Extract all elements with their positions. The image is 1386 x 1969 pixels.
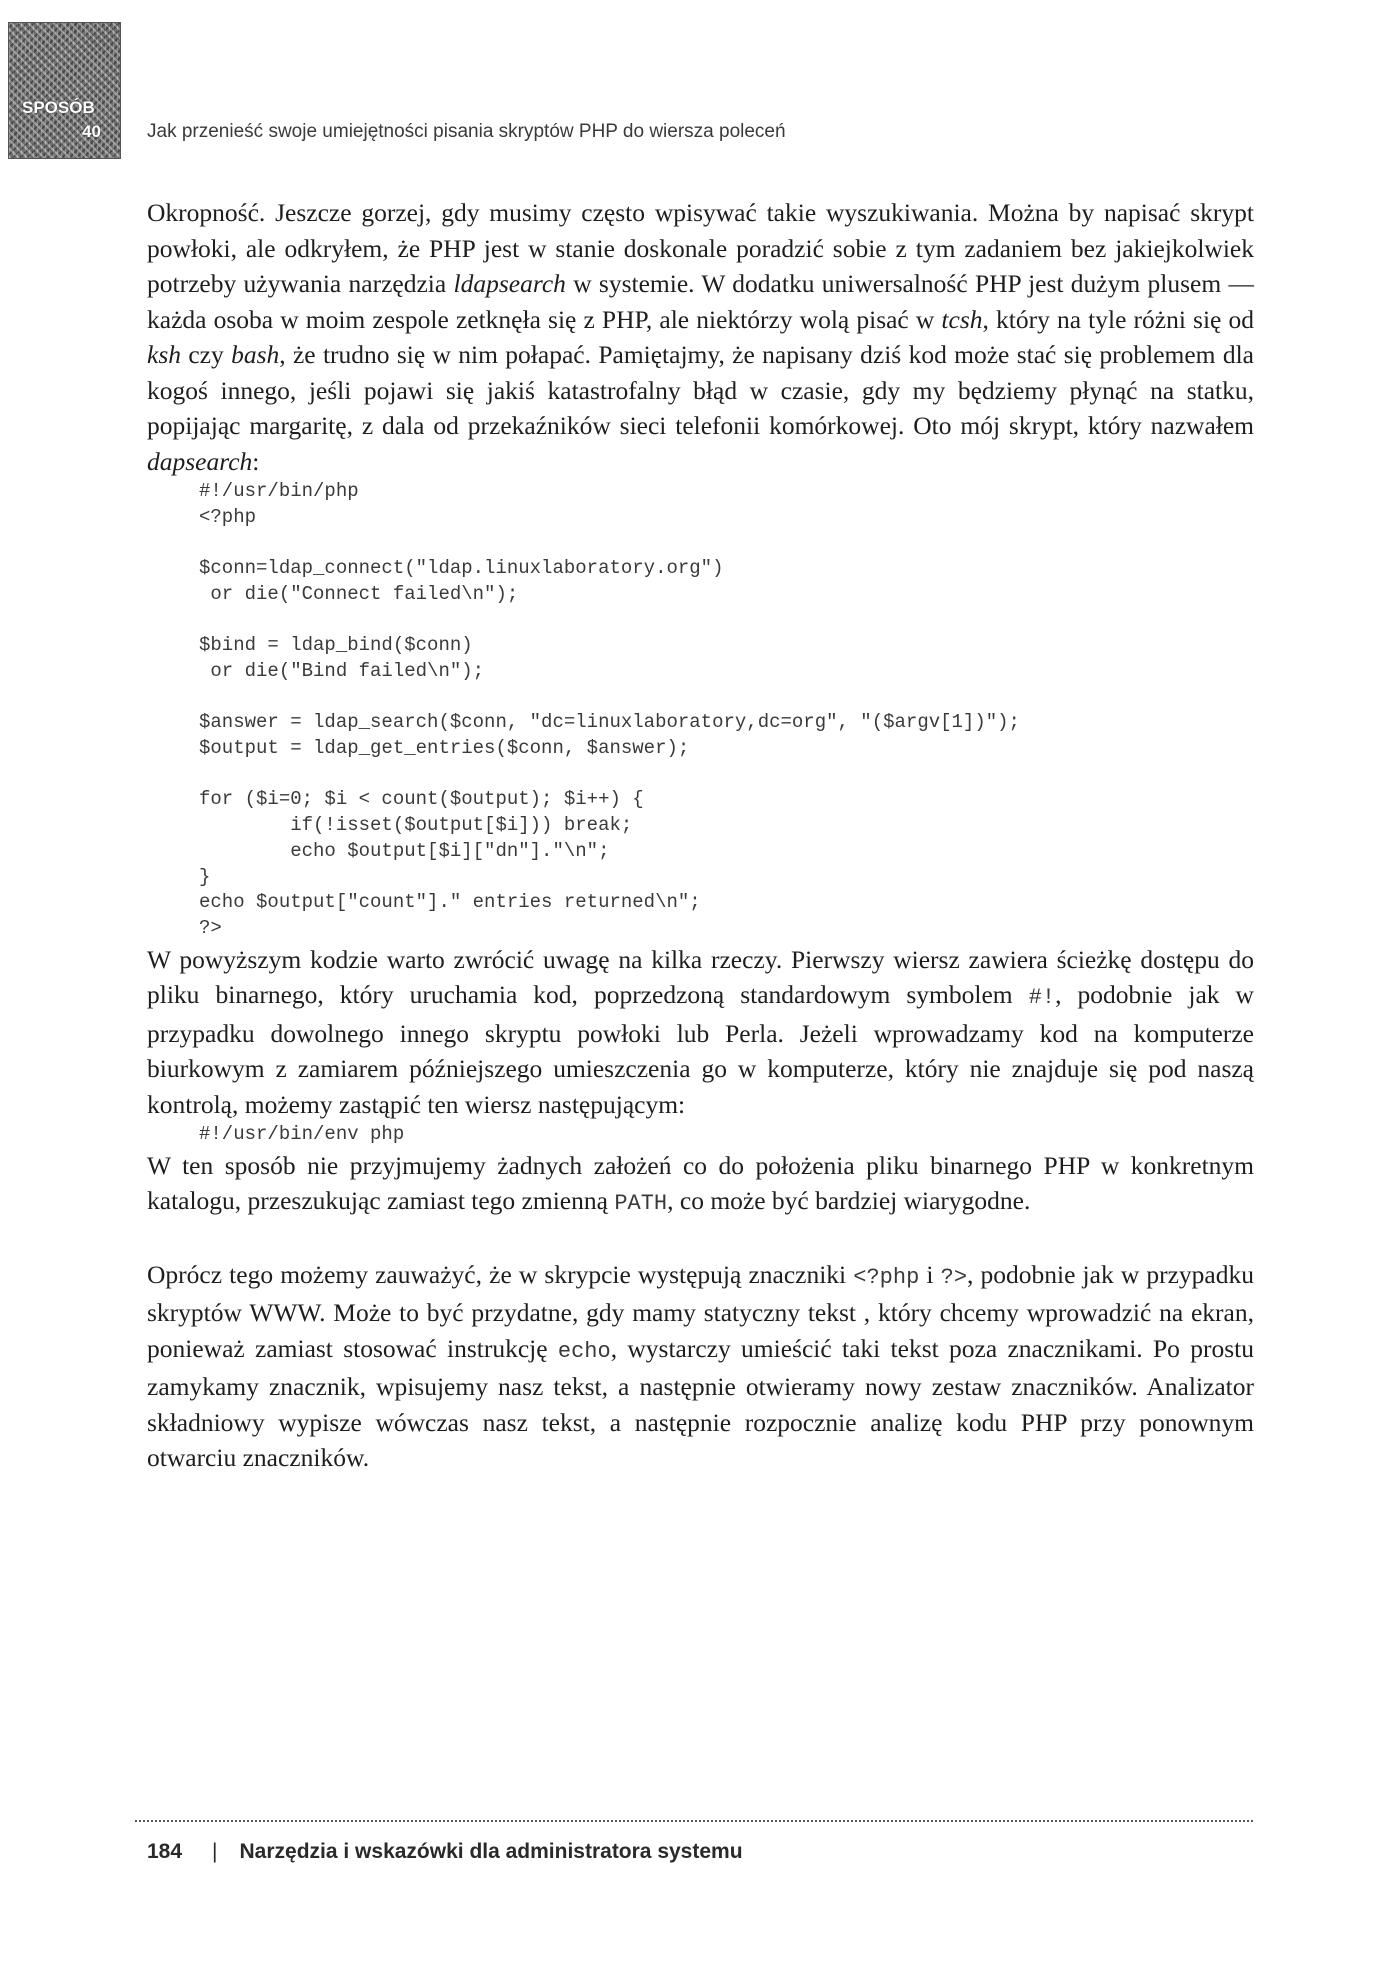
page-number: 184 xyxy=(147,1840,183,1863)
emphasis-bash: bash xyxy=(231,340,280,369)
paragraph-intro: Okropność. Jeszcze gorzej, gdy musimy często wpisywać takie wyszukiwania. Można by napisać skrypt powłoki, ale odkryłem, że PHP jest w stanie doskonale poradzić sobie z tym zadaniem bez jakiejkolwiek potrzeby używania narzędzia ldapsearch w systemie. W dodatku uniwersalność PHP jest dużym plusem — każda osoba w moim zespole zetknęła się z PHP, ale niektórzy wolą pisać w tcsh, który na tyle różni się od ksh czy bash, że trudno się w nim połapać. Pamiętajmy, że napisany dziś kod może stać się problemem dla kogoś innego, jeśli pojawi się jakiś katastrofalny błąd w czasie, gdy my będziemy płynąć na statku, popijając margaritę, z dala od przekaźników sieci telefonii komórkowej. Oto mój skrypt, który nazwałem dapsearch: xyxy=(147,198,1254,476)
code-listing-env: #!/usr/bin/env php xyxy=(199,1123,405,1146)
emphasis-ksh: ksh xyxy=(147,340,181,369)
inline-code-shebang: #! xyxy=(1028,985,1056,1011)
paragraph-tags: Oprócz tego możemy zauważyć, że w skrypcie występują znaczniki <?php i ?>, podobnie jak w przypadku skryptów WWW. Może to być przydatne, gdy mamy statyczny tekst , który chcemy wprowadzić na ekran, ponieważ zamiast stosować instrukcję echo, wystarczy umieścić taki tekst poza znacznikami. Po prostu zamykamy znacznik, wpisujemy nasz tekst, a następnie otwieramy nowy zestaw znaczników. Analizator składniowy wypisze wówczas nasz tekst, a następnie rozpocznie analizę kodu PHP przy ponownym otwarciu znaczników. xyxy=(147,1259,1254,1473)
book-title: Narzędzia i wskazówki dla administratora systemu xyxy=(239,1840,743,1863)
paragraph-shebang: W powyższym kodzie warto zwrócić uwagę na kilka rzeczy. Pierwszy wiersz zawiera ścieżkę dostępu do pliku binarnego, który uruchamia kod, poprzedzoną standardowym symbolem #!, podobnie jak w przypadku dowolnego innego skryptu powłoki lub Perla. Jeżeli wprowadzamy kod na komputerze biurkowym z zamiarem późniejszego umieszczenia go w komputerze, który nie znajduje się pod naszą kontrolą, możemy zastąpić ten wiersz następującym: xyxy=(147,944,1254,1119)
emphasis-ldapsearch: ldapsearch xyxy=(453,269,566,298)
page-content xyxy=(147,195,1254,1476)
paragraph-path: W ten sposób nie przyjmujemy żadnych założeń co do położenia pliku binarnego PHP w konkretnym katalogu, przeszukując zamiast tego zmienną PATH, co może być bardziej wiarygodne. xyxy=(147,1150,1254,1217)
inline-code-path: PATH xyxy=(614,1191,668,1217)
emphasis-dapsearch: dapsearch xyxy=(147,446,253,476)
badge-number: 40 xyxy=(82,122,101,141)
footer-divider xyxy=(135,1820,1253,1822)
inline-code-echo: echo xyxy=(557,1338,611,1364)
emphasis-tcsh: tcsh xyxy=(941,304,983,334)
footer-separator: | xyxy=(212,1840,218,1863)
page-footer xyxy=(147,1840,743,1864)
inline-code-php-close: ?> xyxy=(940,1264,968,1290)
section-badge xyxy=(8,22,121,159)
code-listing-dapsearch: #!/usr/bin/php <?php $conn=ldap_connect("ldap.linuxlaboratory.org") or die("Connect failed\n"); $bind = ldap_bind($conn) or die("Bind failed\n"); $answer = ldap_search($conn, "dc=linuxlaboratory,dc=org", "($argv[1])"); $output = ldap_get_entries($conn, $answer); for ($i=0; $i < count($output); $i++) { if(!isset($output[$i])) break; echo $output[$i]["dn"]."\n"; } echo $output["count"]." entries returned\n"; ?> xyxy=(199,480,1020,939)
inline-code-php-open: <?php xyxy=(853,1264,920,1290)
running-header-title: Jak przenieść swoje umiejętności pisania skryptów PHP do wiersza poleceń xyxy=(147,121,786,142)
badge-label: SPOSÓB xyxy=(22,98,95,117)
